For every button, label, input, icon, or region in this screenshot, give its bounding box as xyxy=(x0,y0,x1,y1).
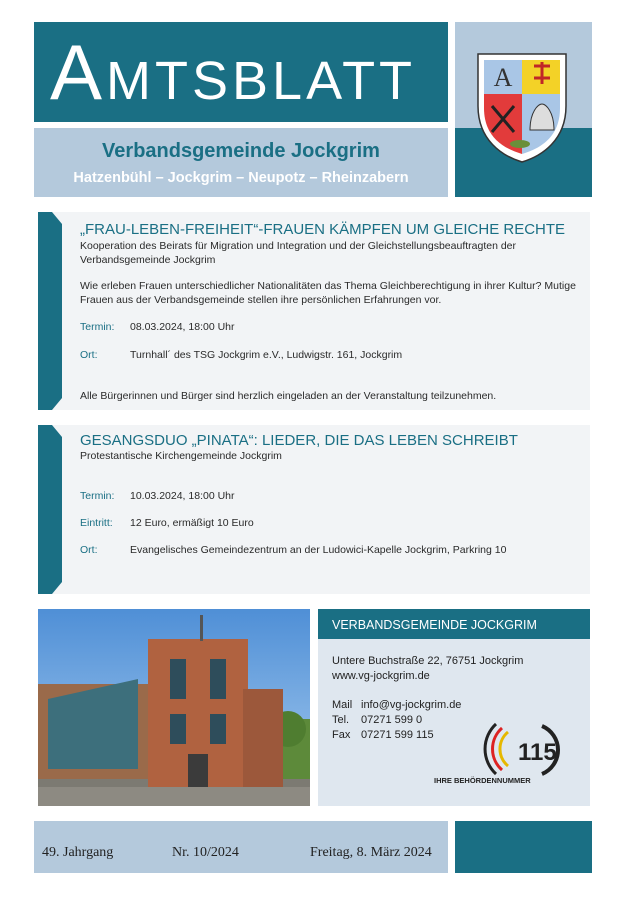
contact-fax-row xyxy=(332,729,434,741)
svg-text:A: A xyxy=(493,63,513,92)
eintritt-label: Eintritt: xyxy=(80,517,113,529)
fax-value: 07271 599 115 xyxy=(361,729,434,741)
article-intro: Kooperation des Beirats für Migration und Integration und der Gleichstellungsbeauftragten der Verbandsgemeinde Jockgrim xyxy=(80,240,517,266)
ort-value: Turnhall´ des TSG Jockgrim e.V., Ludwigstr. 161, Jockgrim xyxy=(130,349,403,361)
accent-wedge xyxy=(52,212,62,410)
contact-tel-row xyxy=(332,714,422,726)
article-intro: Protestantische Kirchengemeinde Jockgrim xyxy=(80,450,282,462)
article-title: „FRAU-LEBEN-FREIHEIT“-FRAUEN KÄMPFEN UM GLEICHE RECHTE xyxy=(80,221,566,238)
municipality-name: Verbandsgemeinde Jockgrim xyxy=(102,140,380,162)
behoerdennummer-logo xyxy=(430,712,580,792)
ort-value: Evangelisches Gemeindezentrum an der Ludowici-Kapelle Jockgrim, Parkring 10 xyxy=(130,544,507,556)
masthead-banner xyxy=(34,22,448,122)
logo-caption: IHRE BEHÖRDENNUMMER xyxy=(434,776,531,785)
town-hall-photo xyxy=(38,609,310,806)
coat-of-arms-icon xyxy=(472,48,572,166)
eintritt-value: 12 Euro, ermäßigt 10 Euro xyxy=(130,517,254,529)
accent-wedge xyxy=(52,425,62,594)
footer-issue-number: Nr. 10/2024 xyxy=(172,845,239,860)
contact-address: Untere Buchstraße 22, 76751 Jockgrim xyxy=(332,655,524,667)
article-pinata xyxy=(38,425,590,594)
article-accent-bar xyxy=(38,212,52,410)
mail-label: Mail xyxy=(332,699,353,711)
masthead-title: AMTSBLATT xyxy=(50,28,417,116)
contact-box xyxy=(318,609,590,806)
subtitle-band xyxy=(34,128,448,197)
article-invite: Alle Bürgerinnen und Bürger sind herzlich eingeladen an der Veranstaltung teilzunehmen. xyxy=(80,390,497,402)
ort-label: Ort: xyxy=(80,544,98,556)
termin-label: Termin: xyxy=(80,321,115,333)
contact-website[interactable]: www.vg-jockgrim.de xyxy=(332,670,430,682)
article-title: GESANGSDUO „PINATA“: LIEDER, DIE DAS LEBEN SCHREIBT xyxy=(80,432,518,449)
termin-label: Termin: xyxy=(80,490,115,502)
fax-label: Fax xyxy=(332,729,351,741)
footer-accent xyxy=(455,821,592,873)
contact-mail-row xyxy=(332,699,461,711)
tel-value: 07271 599 0 xyxy=(361,714,423,726)
town-list: Hatzenbühl – Jockgrim – Neupotz – Rheinzabern xyxy=(73,170,409,186)
tel-label: Tel. xyxy=(332,714,350,726)
article-accent-bar xyxy=(38,425,52,594)
termin-value: 10.03.2024, 18:00 Uhr xyxy=(130,490,235,502)
ort-label: Ort: xyxy=(80,349,98,361)
mail-value[interactable]: info@vg-jockgrim.de xyxy=(361,699,462,711)
article-frauen xyxy=(38,212,590,410)
logo-115-icon xyxy=(430,712,580,792)
logo-number: 115 xyxy=(518,739,557,766)
footer-date: Freitag, 8. März 2024 xyxy=(310,845,432,860)
contact-heading: VERBANDSGEMEINDE JOCKGRIM xyxy=(318,609,590,639)
article-body: Wie erleben Frauen unterschiedlicher Nationalitäten das Thema Gleichberechtigung in ihrer Kultur? Mutige Frauen aus der Verbandsgemeinde stellen ihre persönlichen Erfahrungen vor. xyxy=(80,280,576,306)
termin-value: 08.03.2024, 18:00 Uhr xyxy=(130,321,235,333)
footer-jahrgang: 49. Jahrgang xyxy=(42,845,114,860)
footer-band xyxy=(34,821,448,873)
